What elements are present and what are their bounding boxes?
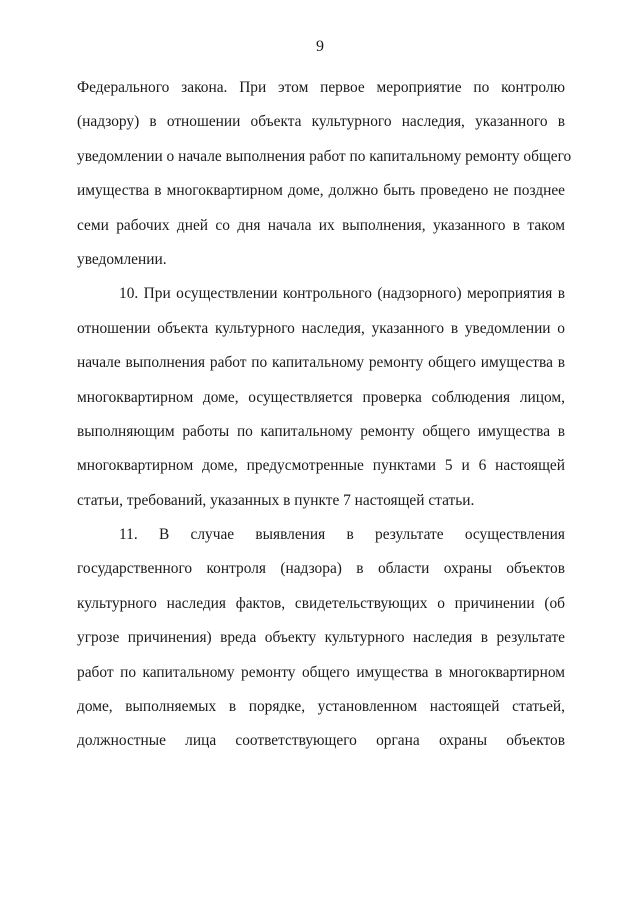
text-line: статьи, требований, указанных в пункте 7 настоящей статьи.	[77, 491, 475, 509]
text-line: выполняющим работы по капитальному ремонту общего имущества в	[77, 422, 565, 440]
text-line: многоквартирном доме, предусмотренные пунктами 5 и 6 настоящей	[77, 457, 565, 475]
page-number: 9	[316, 38, 324, 55]
text-line: 11. В случае выявления в результате осуществления	[119, 526, 565, 544]
text-line: Федерального закона. При этом первое мероприятие по контролю	[77, 79, 565, 96]
text-line: уведомлении о начале выполнения работ по капитальному ремонту общего	[77, 147, 572, 165]
text-line: должностные лица соответствующего органа охраны объектов	[77, 732, 565, 750]
document-body	[77, 71, 572, 759]
text-line: работ по капитальному ремонту общего имущества в многоквартирном	[77, 663, 565, 681]
text-line: государственного контроля (надзора) в области охраны объектов	[77, 560, 565, 578]
text-line: культурного наследия фактов, свидетельствующих о причинении (об	[77, 594, 565, 612]
text-line: начале выполнения работ по капитальному ремонту общего имущества в	[77, 354, 565, 372]
text-line: семи рабочих дней со дня начала их выполнения, указанного в таком	[77, 216, 565, 234]
text-line: имущества в многоквартирном доме, должно быть проведено не позднее	[77, 182, 565, 200]
text-line: 10. При осуществлении контрольного (надзорного) мероприятия в	[119, 285, 565, 303]
text-line: многоквартирном доме, осуществляется проверка соблюдения лицом,	[77, 388, 565, 406]
text-line: отношении объекта культурного наследия, указанного в уведомлении о	[77, 319, 565, 337]
text-line: угрозе причинения) вреда объекту культурного наследия в результате	[77, 629, 565, 647]
text-line: доме, выполняемых в порядке, установленном настоящей статьей,	[77, 698, 565, 716]
text-line: уведомлении.	[77, 250, 167, 268]
text-line: (надзору) в отношении объекта культурного наследия, указанного в	[77, 113, 565, 131]
